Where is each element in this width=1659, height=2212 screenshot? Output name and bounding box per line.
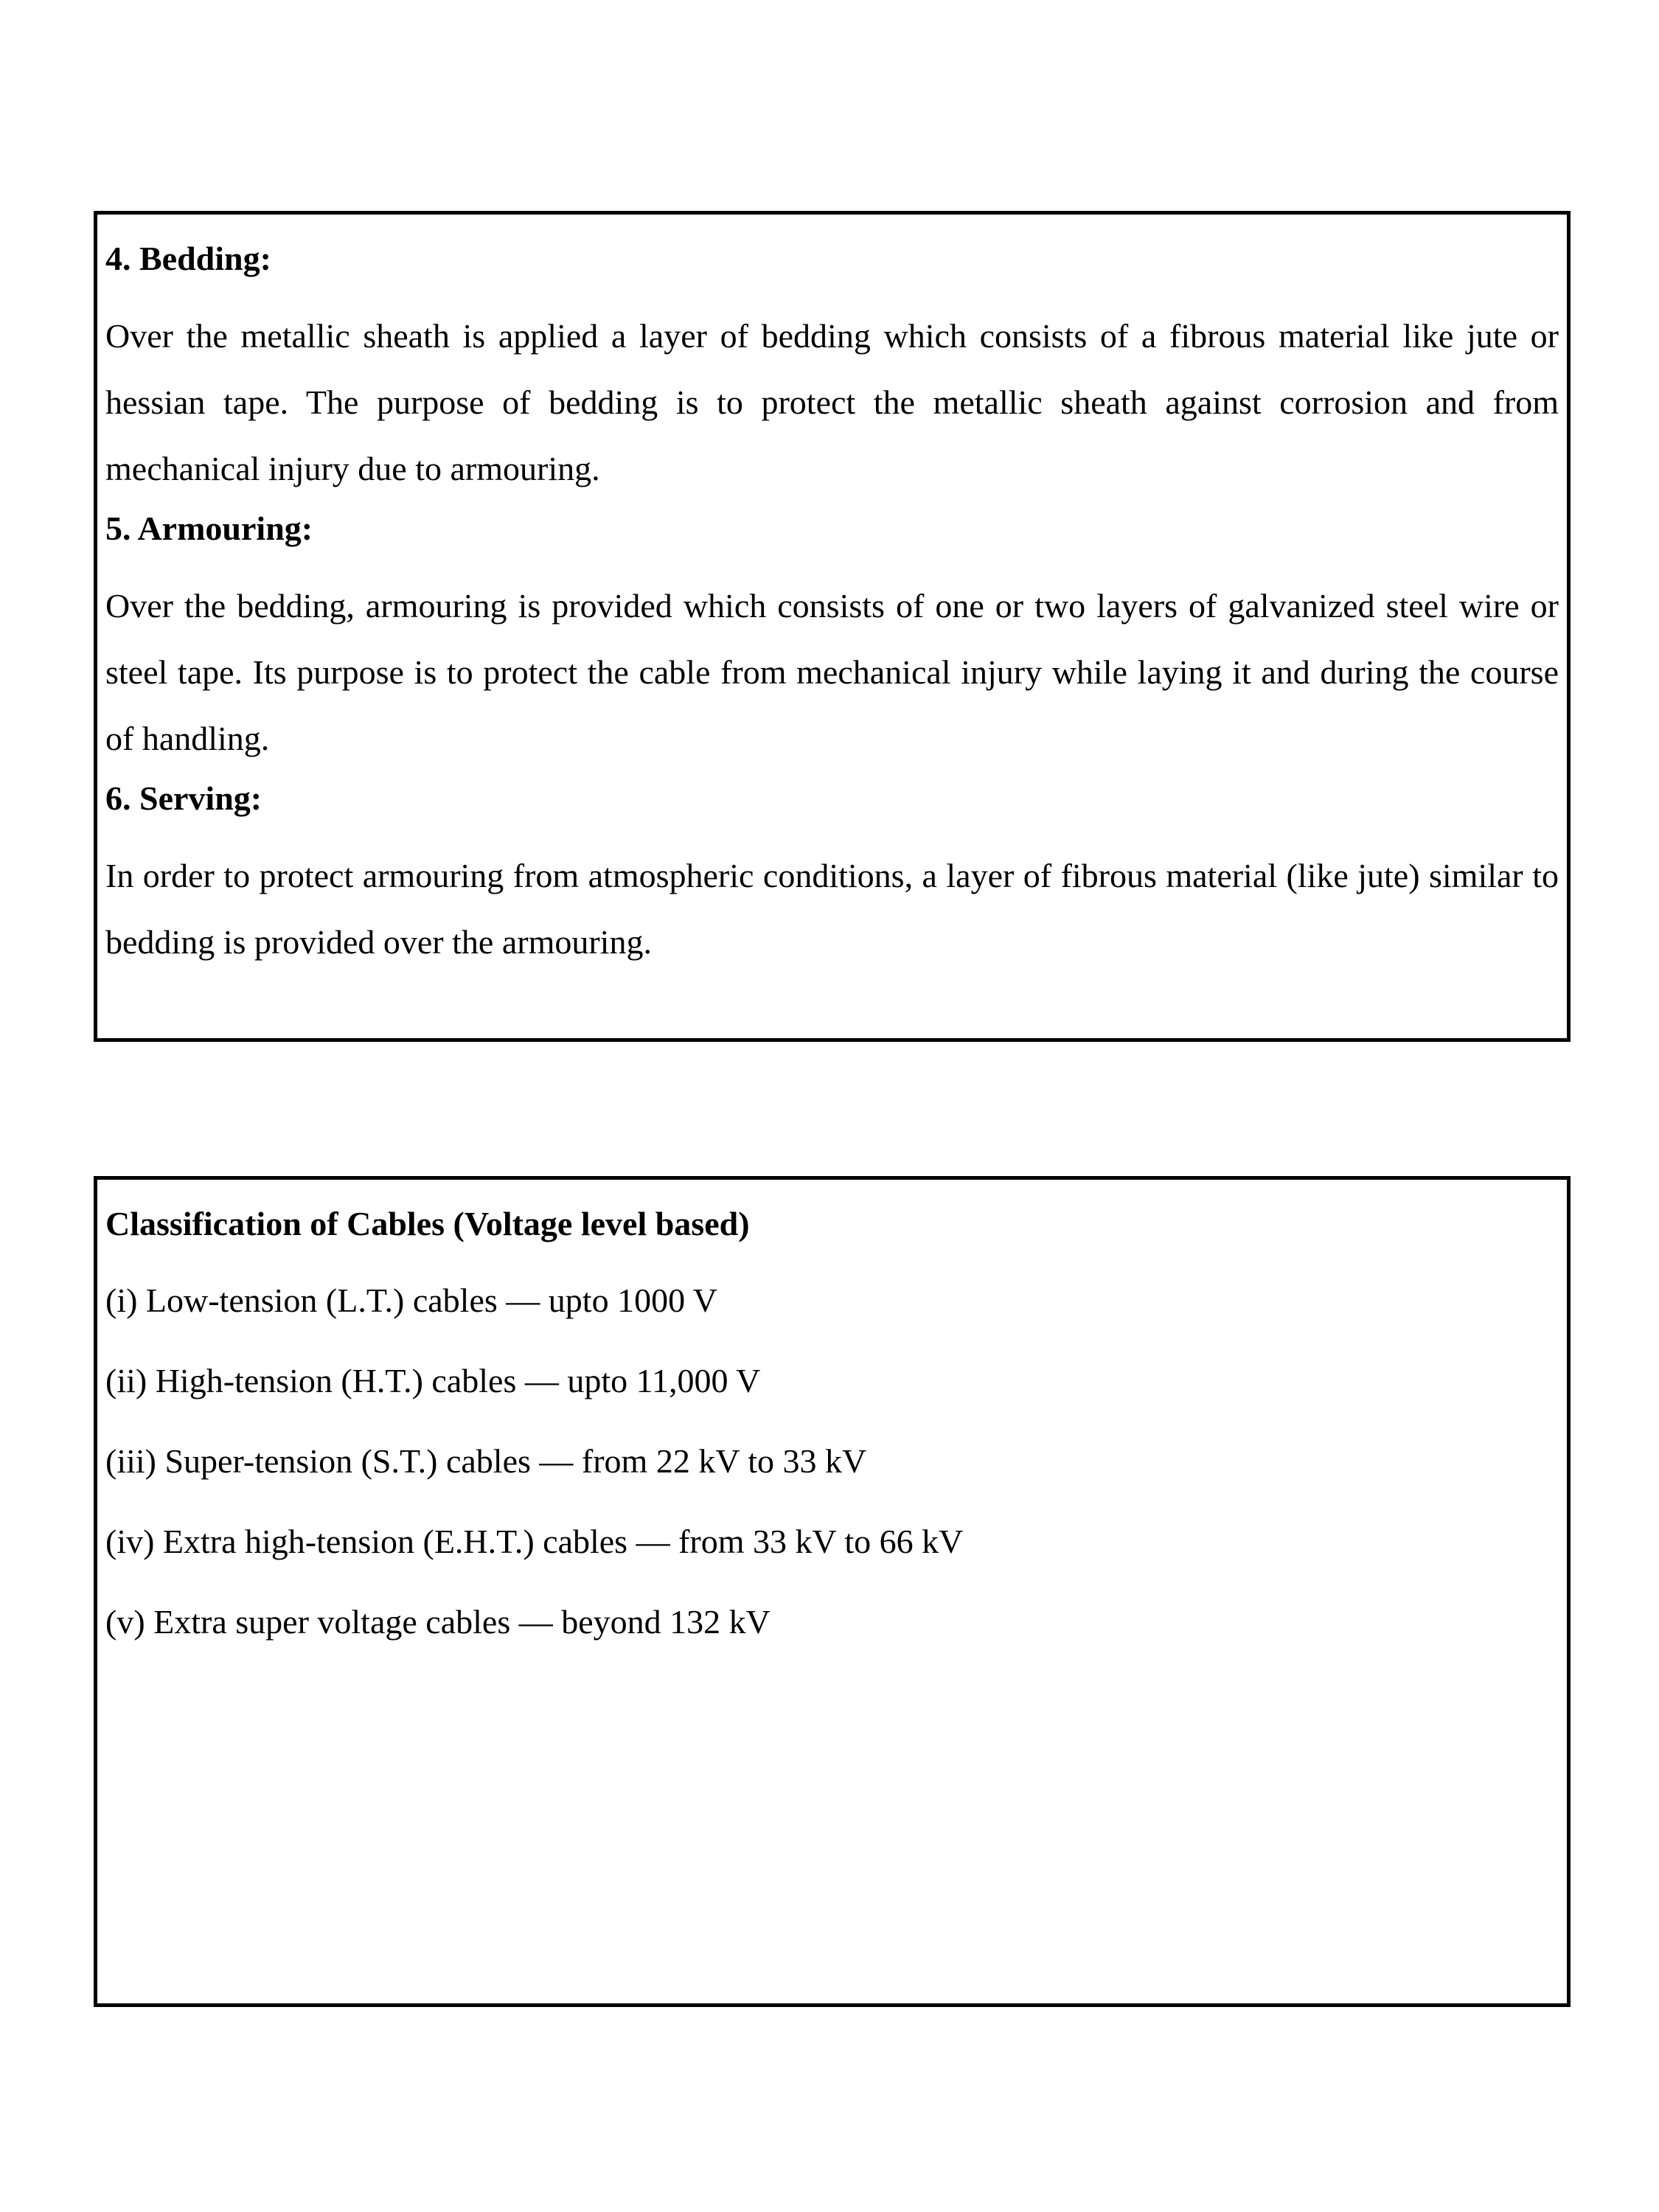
classification-box xyxy=(94,1176,1571,2007)
classification-item-eht: (iv) Extra high-tension (E.H.T.) cables — from 33 kV to 66 kV xyxy=(105,1523,964,1560)
classification-item-ht: (ii) High-tension (H.T.) cables — upto 11,000 V xyxy=(105,1362,761,1399)
classification-item-st: (iii) Super-tension (S.T.) cables — from 22 kV to 33 kV xyxy=(105,1442,867,1480)
armouring-heading: 5. Armouring: xyxy=(105,509,313,547)
classification-item-esv: (v) Extra super voltage cables — beyond 132 kV xyxy=(105,1603,771,1641)
cable-layers-box xyxy=(94,211,1571,1042)
bedding-text: Over the metallic sheath is applied a layer of bedding which consists of a fibrous material like jute or hessian tape. The purpose of bedding is to protect the metallic sheath against corrosion and from mechanical injury due to armouring. xyxy=(105,317,1559,487)
bedding-heading: 4. Bedding: xyxy=(105,240,271,277)
classification-item-lt: (i) Low-tension (L.T.) cables — upto 1000 V xyxy=(105,1281,717,1319)
armouring-text: Over the bedding, armouring is provided which consists of one or two layers of galvanized steel wire or steel tape. Its purpose is to protect the cable from mechanical injury while laying it and during the course of handling. xyxy=(105,587,1559,757)
classification-title: Classification of Cables (Voltage level based) xyxy=(105,1205,750,1242)
serving-text: In order to protect armouring from atmospheric conditions, a layer of fibrous material (like jute) similar to bedding is provided over the armouring. xyxy=(105,857,1559,961)
serving-heading: 6. Serving: xyxy=(105,779,262,817)
